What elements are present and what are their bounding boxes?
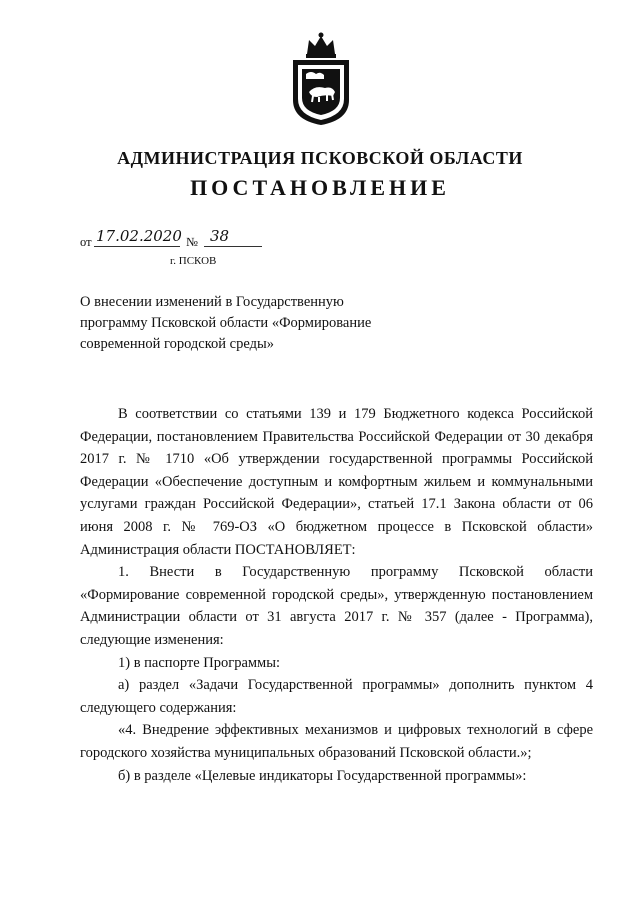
body-paragraph: а) раздел «Задачи Государственной программы» дополнить пунктом 4 следующего содержания: [80,677,593,716]
document-type-title: ПОСТАНОВЛЕНИЕ [190,175,450,200]
city-label: г. ПСКОВ [170,255,217,267]
handwritten-number: 38 [210,227,230,245]
subject-line: современной городской среды» [80,336,274,352]
document-body [80,403,593,787]
date-prefix: от [80,235,92,249]
subject-line: программу Псковской области «Формирование [80,315,372,331]
handwritten-date: 17.02.2020 [96,227,182,245]
body-paragraph: 1. Внести в Государственную программу Псковской области «Формирование современной городской среды», утвержденную постановлением Администрации области от 31 августа 2017 г. № 357 (далее - Программа), следующие изменения: [80,564,593,648]
body-paragraph: В соответствии со статьями 139 и 179 Бюджетного кодекса Российской Федерации, постановлением Правительства Российской Федерации от 30 декабря 2017 г. № 1710 «Об утверждении государственной программы Российской Федерации «Обеспечение доступным и комфортным жильем и коммунальными услугами граждан Российской Федерации», статьей 17.1 Закона области от 06 июня 2008 г. № 769-ОЗ «О бюджетном процессе в Псковской области» Администрация области ПОСТАНОВЛЯЕТ: [80,406,593,558]
document-meta [80,227,280,247]
subject-line: О внесении изменений в Государственную [80,294,344,310]
document-subject [80,292,420,355]
body-paragraph: «4. Внедрение эффективных механизмов и цифровых технологий в сфере городского хозяйства муниципальных образований Псковской области.»; [80,722,593,761]
pskov-region-coat-of-arms-icon [285,30,357,126]
number-underline [204,246,262,247]
organization-title: АДМИНИСТРАЦИЯ ПСКОВСКОЙ ОБЛАСТИ [117,148,523,168]
number-label: № [186,235,198,249]
date-underline [94,246,180,247]
body-paragraph: 1) в паспорте Программы: [118,654,280,671]
body-paragraph: б) в разделе «Целевые индикаторы Государственной программы»: [118,767,527,784]
